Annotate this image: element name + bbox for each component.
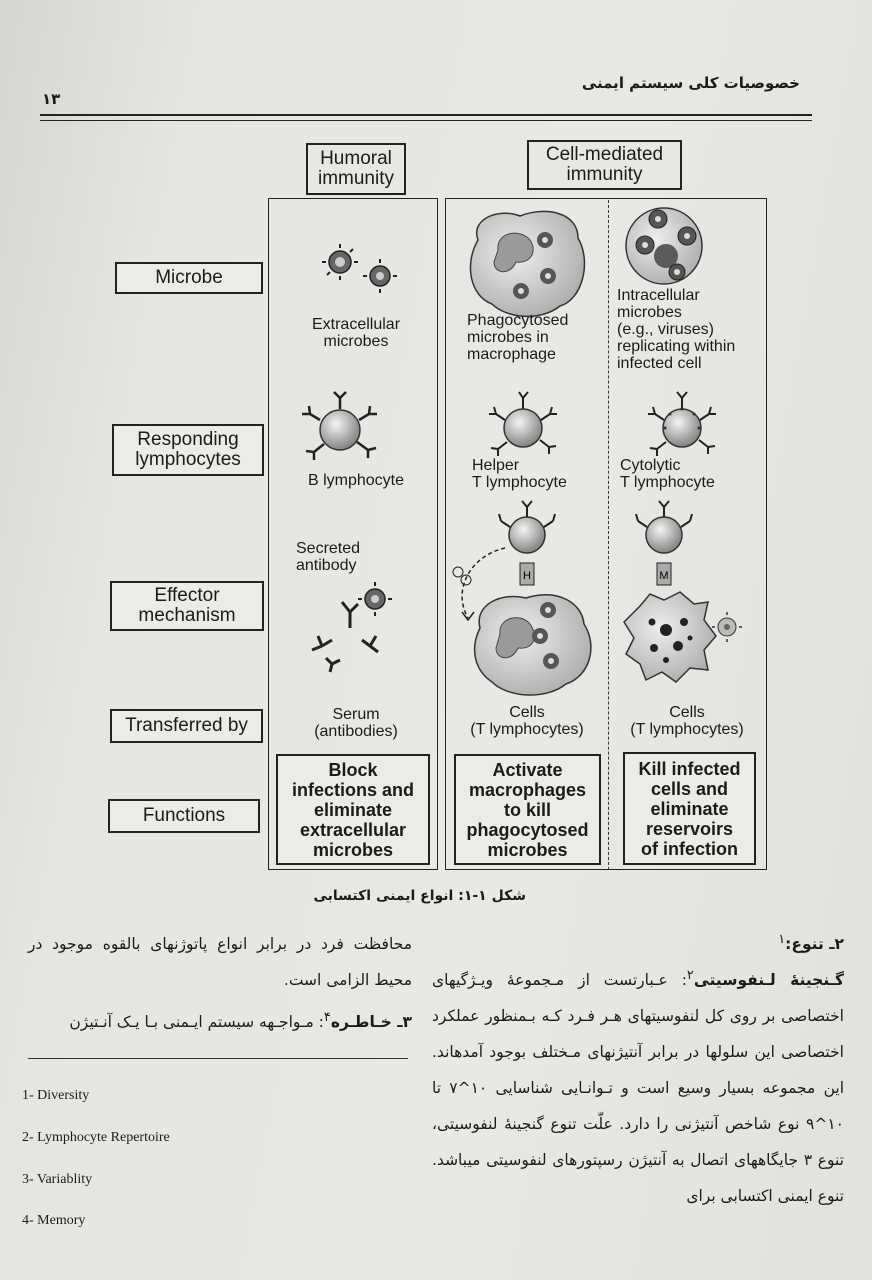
helper-transferred-text: Cells (T lymphocytes) [470, 704, 584, 738]
row-label-microbe: Microbe [115, 262, 263, 294]
row-label-effector-mechanism: Effector mechanism [110, 581, 264, 631]
humoral-microbe-text: Extracellular microbes [311, 316, 401, 350]
cytolytic-function-box: Kill infected cells and eliminate reservoirs of infection [623, 752, 756, 865]
diversity-heading [432, 922, 844, 962]
humoral-immunity-header: Humoral immunity [306, 143, 406, 195]
cytolytic-marker-label: M [659, 570, 669, 582]
footnote-1: 1- Diversity [22, 1088, 90, 1103]
helper-t-lymphocyte-icon [489, 392, 557, 456]
cytolytic-t-killing-infected-cell-icon [624, 501, 742, 682]
repertoire-sup: ۲ [686, 968, 694, 983]
antibody-icon [312, 602, 378, 672]
row-label-responding-lymphocytes: Responding lymphocytes [112, 424, 264, 476]
cytolytic-microbe-text: Intracellular microbes (e.g., viruses) replicating within infected cell [617, 287, 736, 372]
footnote-3: 3- Variablity [22, 1172, 93, 1187]
antibody-coated-microbe-icon [358, 582, 392, 616]
row-label-transferred-by: Transferred by [110, 709, 263, 743]
memory-title: ۳ـ خـاطـره [330, 1013, 412, 1032]
running-header: خصوصیات کلی سیستم ایمنی [581, 74, 800, 92]
cytolytic-transferred-text: Cells (T lymphocytes) [630, 704, 744, 738]
cytolytic-lymphocyte-text: Cytolytic T lymphocyte [620, 457, 715, 491]
figure-caption: شکل ۱-۱: انواع ایمنی اکتسابی [313, 888, 526, 904]
repertoire-paragraph [432, 958, 844, 1214]
cytolytic-t-lymphocyte-icon [648, 392, 716, 456]
diversity-sup: ۱ [778, 932, 786, 947]
humoral-secreted-text: Secreted antibody [296, 540, 361, 574]
humoral-lymphocyte-text: B lymphocyte [307, 472, 405, 489]
extracellular-microbe-icon [322, 244, 358, 280]
macrophage-icon [470, 211, 584, 316]
helper-marker-label: H [523, 570, 531, 582]
infected-cell-icon [626, 208, 702, 284]
row-label-functions: Functions [108, 799, 260, 833]
page-number: ۱۳ [42, 90, 61, 108]
repertoire-title: گـنجینهٔ لـنفوسیتی [693, 971, 844, 990]
left-paragraph: محافظت فرد در برابر انواع پاتوژنهای بالقوه موجود در محیط الزامی است. [28, 935, 412, 989]
humoral-function-box: Block infections and eliminate extracellular microbes [276, 754, 430, 865]
b-lymphocyte-icon [302, 392, 377, 460]
helper-function-box: Activate macrophages to kill phagocytosed microbes [454, 754, 601, 865]
footnote-rule [28, 1058, 408, 1059]
humoral-transferred-text: Serum (antibodies) [314, 706, 398, 740]
repertoire-text: : عـبارتست از مـجموعهٔ ویـژگیهای اختصاصی بر روی کل لنفوسیتهای هـر فـرد کـه بـمنظور عملکرد اختصاصی این سلولها در برابر آنتیژنهای مـختلف بوجود آمدهاند. این مجموعه بسیار وسیع است و تـوانـایی شناسایی ۱۰^۷ تا ۱۰^۹ نوع شاخص آنتیژنی را دارد. علّت تنوع گنجینهٔ لنفوسیتی، تنوع ۳ جایگاههای اتصال به آنتیژن رسپتورهای لنفوسیتی میباشد. تنوع ایمنی اکتسابی برای [432, 971, 845, 1206]
cell-mediated-immunity-header: Cell-mediated immunity [527, 140, 682, 190]
memory-paragraph [28, 1000, 412, 1040]
memory-text: : مـواجـهه سیستم ایـمنی بـا یـک آنـتیژن [69, 1013, 324, 1032]
footnote-2: 2- Lymphocyte Repertoire [22, 1130, 170, 1145]
extracellular-microbe-icon [363, 259, 397, 293]
memory-sup: ۴ [323, 1010, 331, 1025]
footnote-4: 4- Memory [22, 1213, 86, 1228]
helper-t-activating-macrophage-icon [453, 501, 591, 695]
helper-microbe-text: Phagocytosed microbes in macrophage [467, 312, 569, 363]
diversity-title: ۲ـ تنوع: [785, 935, 844, 954]
helper-lymphocyte-text: Helper T lymphocyte [472, 457, 567, 491]
